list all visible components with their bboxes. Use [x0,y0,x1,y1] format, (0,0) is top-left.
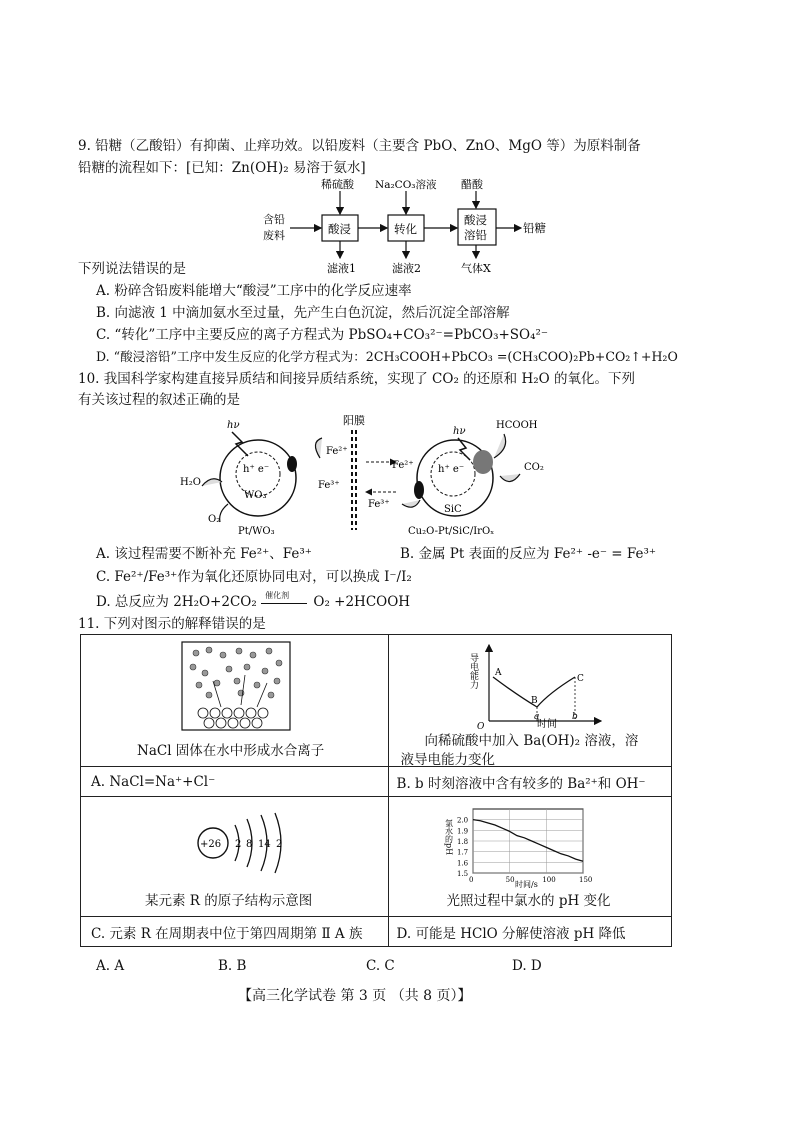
ph-ytick-4: 1.9 [456,827,468,836]
tick-b: b [571,712,578,722]
option-c-cell[interactable]: C. 元素 R 在周期表中位于第四周期第 Ⅱ A 族 [81,917,389,947]
cell-b-caption-1: 向稀硫酸中加入 Ba(OH)₂ 溶液，溶 [424,733,639,749]
svg-text:溶铅: 溶铅 [464,228,487,242]
tick-a: a [533,712,539,722]
flow-reagent-1: 稀硫酸 [321,178,354,191]
q10-option-a[interactable]: A. 该过程需要不断补充 Fe²⁺、Fe³⁺ [96,546,312,562]
h2o-left: H₂O [180,477,201,488]
conductivity-xlabel: 时间 [536,719,557,729]
point-c: C [576,674,584,684]
left-charges: h⁺ e⁻ [243,464,270,475]
point-b: B [530,696,538,706]
q11-stem: 11. 下列对图示的解释错误的是 [78,616,266,632]
ph-ytick-0: 1.5 [456,870,468,878]
conductivity-chart [413,637,613,729]
cell-b-figure [388,635,671,767]
catalyst-condition: 催化剂 [265,590,290,600]
shell-4: 2 [276,839,283,850]
flow-out-1: 滤液1 [327,262,356,275]
flow-out-2: 滤液2 [392,262,421,275]
ph-ytick-2: 1.7 [456,848,468,857]
ph-ylabel: 氯水的pH [444,819,454,856]
ph-ytick-1: 1.6 [456,859,468,868]
answer-d[interactable]: D. D [512,958,542,974]
q10-option-d[interactable] [96,592,410,612]
co2-label: CO₂ [524,462,544,473]
q9-prompt: 下列说法错误的是 [78,261,186,277]
q10-stem-line1: 10. 我国科学家构建直接异质结和间接异质结系统，实现了 CO₂ 的还原和 H₂O 的氧化。下列 [78,371,635,387]
q10-stem-line2: 有关该过程的叙述正确的是 [78,392,240,408]
point-a: A [494,668,502,678]
ph-xtick-2: 100 [541,876,556,884]
nacl-hydration-figure [181,641,291,731]
cell-a-figure [81,635,389,767]
cell-c-figure [81,797,389,917]
irox-cocatalyst [414,481,424,499]
ph-chart [437,799,597,889]
flow-input-1: 含铅 [263,213,285,226]
q9-option-c[interactable]: C. “转化”工序中主要反应的离子方程式为 PbSO₄+CO₃²⁻=PbCO₃+SO₄²⁻ [96,327,549,343]
tick-o: O [476,722,484,729]
right-charges: h⁺ e⁻ [438,464,465,475]
option-d-right: O₂ +2HCOOH [313,594,411,610]
flow-input-2: 废料 [263,229,285,242]
o2-left: O₂ [208,514,221,525]
ph-ytick-3: 1.8 [456,838,468,846]
svg-text:酸浸: 酸浸 [464,213,487,227]
flow-product: 铅糖 [523,221,546,235]
option-a-cell[interactable]: A. NaCl=Na⁺+Cl⁻ [81,767,389,797]
cell-b-caption-2: 液导电能力变化 [400,752,496,768]
ph-xtick-3: 150 [578,876,592,884]
shell-2: 8 [246,839,253,850]
hcooh-label: HCOOH [496,420,538,431]
q9-option-b[interactable]: B. 向滤液 1 中滴加氨水至过量，先产生白色沉淀，然后沉淀全部溶解 [96,305,510,321]
flow-out-3: 气体X [461,262,491,275]
answer-c[interactable]: C. C [366,958,395,974]
option-d-left: D. 总反应为 2H₂O+2CO₂ [96,594,257,610]
q10-option-b[interactable]: B. 金属 Pt 表面的反应为 Fe²⁺ -e⁻ = Fe³⁺ [400,546,657,562]
svg-text:酸浸: 酸浸 [328,222,351,236]
pt-wo3-label: Pt/WO₃ [238,526,275,537]
ph-xtick-0: 0 [468,876,474,884]
q10-option-c[interactable]: C. Fe²⁺/Fe³⁺作为氧化还原协同电对，可以换成 I⁻/I₂ [96,569,412,585]
nuclear-charge: +26 [200,839,222,850]
q9-stem-line2: 铅糖的流程如下：[已知：Zn(OH)₂ 易溶于氨水] [78,160,366,176]
cu2o-cocatalyst [473,450,493,474]
answer-a[interactable]: A. A [96,958,125,974]
q9-option-a[interactable]: A. 粉碎含铅废料能增大“酸浸”工序中的化学反应速率 [96,283,412,299]
hv-right: hν [453,426,466,437]
shell-1: 2 [235,839,242,850]
flow-reagent-2: Na₂CO₃溶液 [375,179,437,191]
cell-d-figure [388,797,671,917]
page-footer: 【高三化学试卷 第 3 页 （共 8 页）】 [238,988,472,1004]
pt-cocatalyst-left [287,456,297,472]
wo3-label: WO₃ [244,490,267,501]
fe3-right: Fe³⁺ [368,499,390,510]
fe2-right: Fe²⁺ [392,460,414,471]
ph-xtick-1: 50 [505,876,515,884]
cell-a-caption: NaCl 固体在水中形成水合离子 [137,743,325,759]
option-d-cell[interactable]: D. 可能是 HClO 分解使溶液 pH 降低 [388,917,671,947]
answer-b[interactable]: B. B [218,958,247,974]
wo3-sphere [220,440,296,516]
right-catalyst-label: Cu₂O-Pt/SiC/IrOₓ [408,526,495,537]
sic-label: SiC [444,504,462,515]
fe2-left: Fe²⁺ [326,446,348,457]
ph-xlabel: 时间/s [514,880,538,889]
q9-stem-line1: 9. 铅糖（乙酸铅）有抑菌、止痒功效。以铅废料（主要含 PbO、ZnO、MgO 等）为原料制备 [78,138,641,154]
ph-ytick-5: 2.0 [456,816,468,825]
reaction-arrow [261,590,309,610]
q9-option-d[interactable]: D. “酸浸溶铅”工序中发生反应的化学方程式为：2CH₃COOH+PbCO₃ =(CH₃COO)₂Pb+CO₂↑+H₂O [96,349,678,364]
svg-text:转化: 转化 [394,222,417,236]
cell-d-caption: 光照过程中氯水的 pH 变化 [446,893,611,909]
flow-reagent-3: 醋酸 [461,178,483,191]
hv-left: hν [227,420,240,431]
conductivity-ylabel: 导电能力 [467,653,478,689]
q11-table [80,634,672,947]
q10-heterojunction-diagram [170,412,570,542]
cell-c-caption: 某元素 R 的原子结构示意图 [145,893,313,909]
q9-flow-diagram [255,176,555,276]
atom-structure-diagram [191,805,291,883]
shell-3: 14 [258,839,271,850]
option-b-cell[interactable]: B. b 时刻溶液中含有较多的 Ba²⁺和 OH⁻ [388,767,671,797]
membrane-label: 阳膜 [343,414,365,427]
fe3-left: Fe³⁺ [318,480,340,491]
